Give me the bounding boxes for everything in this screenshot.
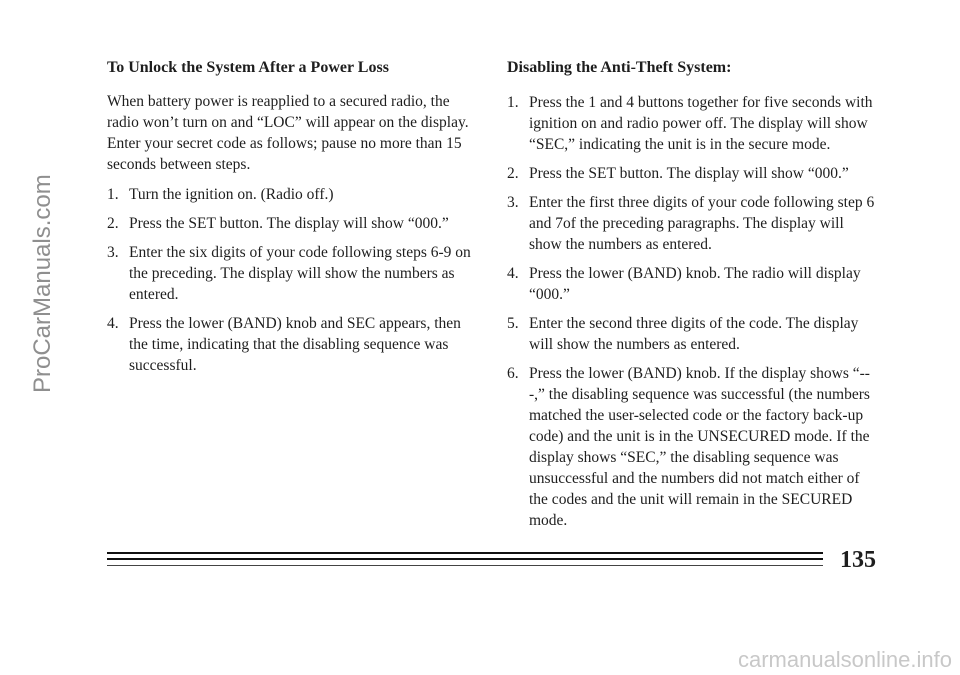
list-item: [507, 363, 877, 531]
step-text: Press the lower (BAND) knob and SEC appears, then the time, indicating that the disabling sequence was successful.: [129, 315, 461, 374]
right-heading: Disabling the Anti-Theft System:: [507, 59, 732, 76]
step-number: 5.: [507, 315, 519, 332]
list-item: [507, 92, 877, 155]
step-text: Press the SET button. The display will show “000.”: [529, 165, 849, 182]
list-item: [507, 163, 877, 184]
side-watermark-text: ProCarManuals.com: [29, 174, 56, 393]
footer-rule: [107, 558, 823, 560]
step-number: 2.: [107, 215, 119, 232]
right-column: [507, 58, 877, 539]
side-watermark: [24, 0, 60, 675]
right-steps: [507, 92, 877, 531]
step-number: 4.: [507, 265, 519, 282]
step-number: 1.: [507, 94, 519, 111]
list-item: [507, 192, 877, 255]
list-item: [107, 184, 477, 205]
step-number: 6.: [507, 365, 519, 382]
step-number: 2.: [507, 165, 519, 182]
left-column: [107, 58, 477, 384]
left-heading: To Unlock the System After a Power Loss: [107, 59, 389, 76]
list-item: [107, 242, 477, 305]
step-number: 3.: [107, 244, 119, 261]
step-text: Press the lower (BAND) knob. The radio will display “000.”: [529, 265, 861, 303]
page-number: 135: [840, 547, 876, 573]
bottom-watermark: carmanualsonline.info: [737, 647, 952, 672]
step-number: 3.: [507, 194, 519, 211]
footer-rule: [107, 552, 823, 554]
step-text: Turn the ignition on. (Radio off.): [129, 186, 334, 203]
step-text: Press the lower (BAND) knob. If the display shows “---,” the disabling sequence was successful (the numbers matched the user-selected code or the factory back-up code) and the unit is in the UNSECURED mode. If the display shows “SEC,” the disabling sequence was unsuccessful and the numbers did not match either of the codes and the unit will remain in the SECURED mode.: [529, 365, 870, 529]
left-intro: When battery power is reapplied to a secured radio, the radio won’t turn on and “LOC” will appear on the display. Enter your secret code as follows; pause no more than 15 seconds between steps.: [107, 93, 469, 173]
step-number: 1.: [107, 186, 119, 203]
list-item: [507, 263, 877, 305]
step-text: Press the 1 and 4 buttons together for five seconds with ignition on and radio power off. The display will show “SEC,” indicating the unit is in the secure mode.: [529, 94, 873, 153]
step-number: 4.: [107, 315, 119, 332]
step-text: Press the SET button. The display will show “000.”: [129, 215, 449, 232]
step-text: Enter the six digits of your code following steps 6-9 on the preceding. The display will show the numbers as entered.: [129, 244, 471, 303]
step-text: Enter the first three digits of your code following step 6 and 7of the preceding paragraphs. The display will show the numbers as entered.: [529, 194, 875, 253]
left-steps: [107, 184, 477, 376]
list-item: [507, 313, 877, 355]
footer-rule: [107, 565, 823, 566]
list-item: [107, 313, 477, 376]
step-text: Enter the second three digits of the code. The display will show the numbers as entered.: [529, 315, 859, 353]
list-item: [107, 213, 477, 234]
